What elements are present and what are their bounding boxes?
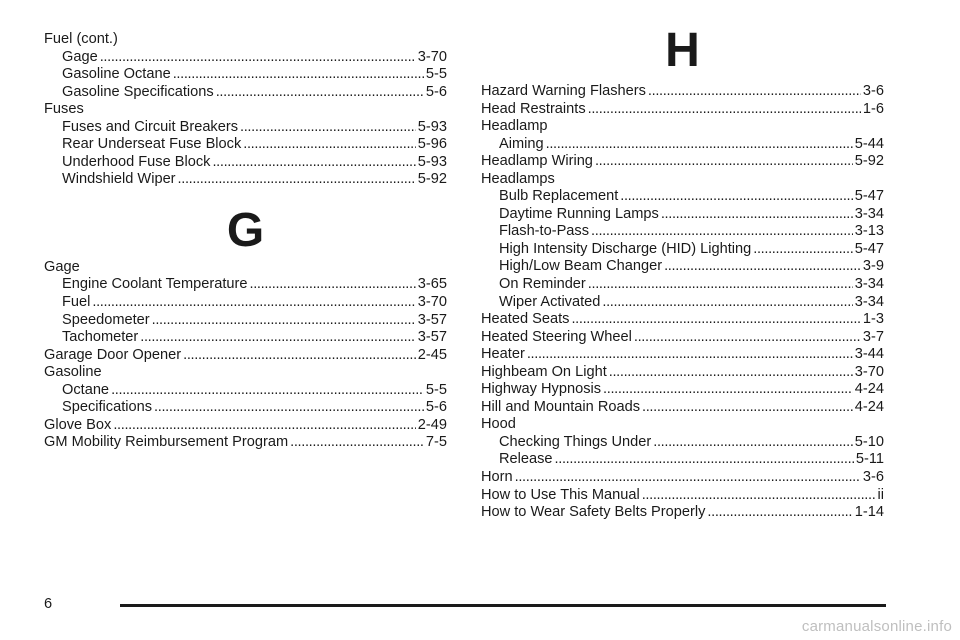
dot-leader: [642, 487, 876, 505]
entry-page-ref: 3-9: [862, 258, 884, 275]
index-column-left: [44, 31, 447, 452]
index-subentry: [481, 294, 884, 312]
index-entry: [481, 469, 884, 487]
entry-page-ref: 5-47: [854, 188, 884, 205]
index-entry: [481, 153, 884, 171]
entry-page-ref: 5-5: [425, 381, 447, 398]
index-subentry: [44, 119, 447, 137]
entry-label: Heater: [481, 346, 525, 363]
entry-page-ref: 3-34: [854, 293, 884, 310]
entry-label: Highbeam On Light: [481, 363, 607, 380]
entry-page-ref: 5-5: [425, 66, 447, 83]
entry-page-ref: 3-57: [417, 311, 447, 328]
entry-label: Wiper Activated: [499, 293, 601, 310]
index-subentry: [44, 154, 447, 172]
entry-label: Tachometer: [62, 329, 139, 346]
entry-label: Headlamp: [481, 118, 548, 135]
entry-label: Octane: [62, 381, 110, 398]
entry-page-ref: 5-47: [854, 240, 884, 257]
dot-leader: [664, 258, 861, 276]
index-subentry: [481, 241, 884, 259]
entry-label: Flash-to-Pass: [499, 223, 590, 240]
entry-label: Release: [499, 451, 553, 468]
entry-label: GM Mobility Reimbursement Program: [44, 434, 289, 451]
index-subentry: [481, 188, 884, 206]
dot-leader: [555, 451, 854, 469]
index-entry: [481, 504, 884, 522]
entry-label: Hood: [481, 416, 516, 433]
dot-leader: [250, 276, 416, 294]
entry-page-ref: 3-34: [854, 276, 884, 293]
entry-label: Fuses: [44, 101, 84, 118]
dot-leader: [609, 364, 853, 382]
index-subentry: [481, 434, 884, 452]
entry-page-ref: 3-70: [417, 294, 447, 311]
page-number: 6: [44, 596, 53, 612]
dot-leader: [92, 294, 415, 312]
dot-leader: [527, 346, 853, 364]
dot-leader: [591, 223, 853, 241]
dot-leader: [100, 49, 416, 67]
index-subentry: [481, 451, 884, 469]
entry-label: Rear Underseat Fuse Block: [62, 136, 242, 153]
entry-label: Daytime Running Lamps: [499, 205, 659, 222]
entry-label: Highway Hypnosis: [481, 381, 602, 398]
dot-leader: [595, 153, 853, 171]
entry-label: Headlamp Wiring: [481, 153, 593, 170]
dot-leader: [753, 241, 853, 259]
dot-leader: [620, 188, 853, 206]
dot-leader: [602, 294, 852, 312]
dot-leader: [515, 469, 861, 487]
entry-label: Checking Things Under: [499, 433, 652, 450]
entry-label: Gasoline Specifications: [62, 83, 214, 100]
dot-leader: [661, 206, 853, 224]
entry-page-ref: 3-6: [862, 469, 884, 486]
index-entry: [44, 434, 447, 452]
entry-page-ref: ii: [877, 486, 884, 503]
dot-leader: [178, 171, 416, 189]
dot-leader: [154, 399, 424, 417]
entry-page-ref: 3-6: [862, 83, 884, 99]
entry-label: How to Wear Safety Belts Properly: [481, 504, 706, 521]
index-entry: [481, 329, 884, 347]
entry-label: Gage: [44, 258, 80, 275]
section-heading-g: G: [226, 203, 265, 257]
index-subentry: [44, 136, 447, 154]
entry-page-ref: 3-70: [854, 363, 884, 380]
entry-page-ref: 5-6: [425, 83, 447, 100]
index-subentry: [44, 294, 447, 312]
entry-label: Bulb Replacement: [499, 188, 619, 205]
entry-label: Fuses and Circuit Breakers: [62, 118, 239, 135]
index-column-right: [481, 24, 884, 522]
entry-page-ref: 4-24: [854, 398, 884, 415]
entry-label: Gasoline Octane: [62, 66, 171, 83]
dot-leader: [571, 311, 860, 329]
index-entry: [481, 381, 884, 399]
dot-leader: [152, 312, 416, 330]
dot-leader: [113, 417, 415, 435]
entry-page-ref: 3-7: [862, 328, 884, 345]
index-entry: [44, 259, 447, 277]
footer-rule: [120, 604, 886, 607]
section-heading-h: H: [665, 24, 700, 77]
entry-page-ref: 5-11: [855, 451, 884, 468]
dot-leader: [173, 66, 424, 84]
dot-leader: [634, 329, 861, 347]
dot-leader: [183, 347, 416, 365]
entry-label: Fuel (cont.): [44, 31, 118, 47]
index-subentry: [481, 206, 884, 224]
dot-leader: [111, 382, 424, 400]
dot-leader: [642, 399, 853, 417]
index-group-h: [481, 83, 884, 522]
dot-leader: [243, 136, 416, 154]
entry-page-ref: 2-49: [417, 416, 447, 433]
entry-label: High Intensity Discharge (HID) Lighting: [499, 240, 752, 257]
index-group-f-continued: [44, 31, 447, 189]
entry-label: Headlamps: [481, 170, 555, 187]
index-subentry: [481, 258, 884, 276]
entry-label: Glove Box: [44, 416, 112, 433]
entry-page-ref: 3-34: [854, 205, 884, 222]
dot-leader: [216, 84, 424, 102]
entry-page-ref: 3-44: [854, 346, 884, 363]
entry-label: Gage: [62, 48, 98, 65]
entry-page-ref: 4-24: [854, 381, 884, 398]
index-entry: [481, 346, 884, 364]
dot-leader: [648, 83, 861, 101]
entry-label: Underhood Fuse Block: [62, 153, 211, 170]
index-subentry: [44, 329, 447, 347]
entry-page-ref: 3-65: [417, 276, 447, 293]
entry-page-ref: 1-6: [862, 100, 884, 117]
entry-page-ref: 5-93: [417, 118, 447, 135]
index-entry: [481, 311, 884, 329]
entry-label: Garage Door Opener: [44, 346, 182, 363]
index-subentry: [481, 276, 884, 294]
index-subentry: [44, 171, 447, 189]
entry-label: How to Use This Manual: [481, 486, 640, 503]
entry-page-ref: 5-96: [417, 136, 447, 153]
entry-label: Hill and Mountain Roads: [481, 398, 640, 415]
index-subentry: [44, 399, 447, 417]
entry-page-ref: 1-3: [862, 311, 884, 328]
entry-label: On Reminder: [499, 276, 586, 293]
index-subentry: [44, 382, 447, 400]
index-entry: [481, 83, 884, 101]
entry-page-ref: 3-70: [417, 48, 447, 65]
dot-leader: [140, 329, 416, 347]
index-entry: [44, 101, 447, 119]
entry-label: Hazard Warning Flashers: [481, 83, 646, 99]
index-entry: [481, 364, 884, 382]
index-entry: [481, 416, 884, 434]
index-entry: [481, 101, 884, 119]
entry-label: Head Restraints: [481, 100, 586, 117]
entry-page-ref: 5-6: [425, 399, 447, 416]
index-entry: [481, 118, 884, 136]
dot-leader: [212, 154, 415, 172]
entry-label: Engine Coolant Temperature: [62, 276, 248, 293]
dot-leader: [240, 119, 416, 137]
entry-label: Heated Steering Wheel: [481, 328, 632, 345]
entry-page-ref: 7-5: [425, 434, 447, 451]
index-entry: [44, 417, 447, 435]
entry-label: Gasoline: [44, 364, 102, 381]
dot-leader: [546, 136, 853, 154]
index-subentry: [44, 49, 447, 67]
entry-page-ref: 1-14: [854, 504, 884, 521]
index-entry: [481, 487, 884, 505]
entry-label: Specifications: [62, 399, 153, 416]
entry-label: Speedometer: [62, 311, 150, 328]
index-group-g: [44, 259, 447, 452]
entry-page-ref: 5-44: [854, 135, 884, 152]
entry-page-ref: 5-92: [417, 171, 447, 188]
dot-leader: [707, 504, 852, 522]
index-subentry: [44, 276, 447, 294]
entry-label: High/Low Beam Changer: [499, 258, 663, 275]
entry-label: Windshield Wiper: [62, 171, 176, 188]
entry-page-ref: 3-57: [417, 329, 447, 346]
dot-leader: [290, 434, 424, 452]
index-subentry: [44, 84, 447, 102]
entry-page-ref: 3-13: [854, 223, 884, 240]
entry-label: Horn: [481, 469, 513, 486]
index-entry: [44, 31, 447, 49]
index-subentry: [44, 66, 447, 84]
entry-label: Fuel: [62, 294, 91, 311]
watermark-text: carmanualsonline.info: [801, 618, 952, 635]
entry-label: Heated Seats: [481, 311, 570, 328]
index-entry: [481, 399, 884, 417]
dot-leader: [588, 276, 853, 294]
dot-leader: [603, 381, 853, 399]
index-subentry: [481, 223, 884, 241]
index-entry: [44, 364, 447, 382]
entry-page-ref: 5-93: [417, 153, 447, 170]
index-entry: [44, 347, 447, 365]
entry-label: Aiming: [499, 135, 544, 152]
dot-leader: [653, 434, 853, 452]
entry-page-ref: 5-10: [854, 433, 884, 450]
index-subentry: [44, 312, 447, 330]
index-subentry: [481, 136, 884, 154]
dot-leader: [588, 101, 861, 119]
entry-page-ref: 5-92: [854, 153, 884, 170]
index-entry: [481, 171, 884, 189]
entry-page-ref: 2-45: [417, 346, 447, 363]
